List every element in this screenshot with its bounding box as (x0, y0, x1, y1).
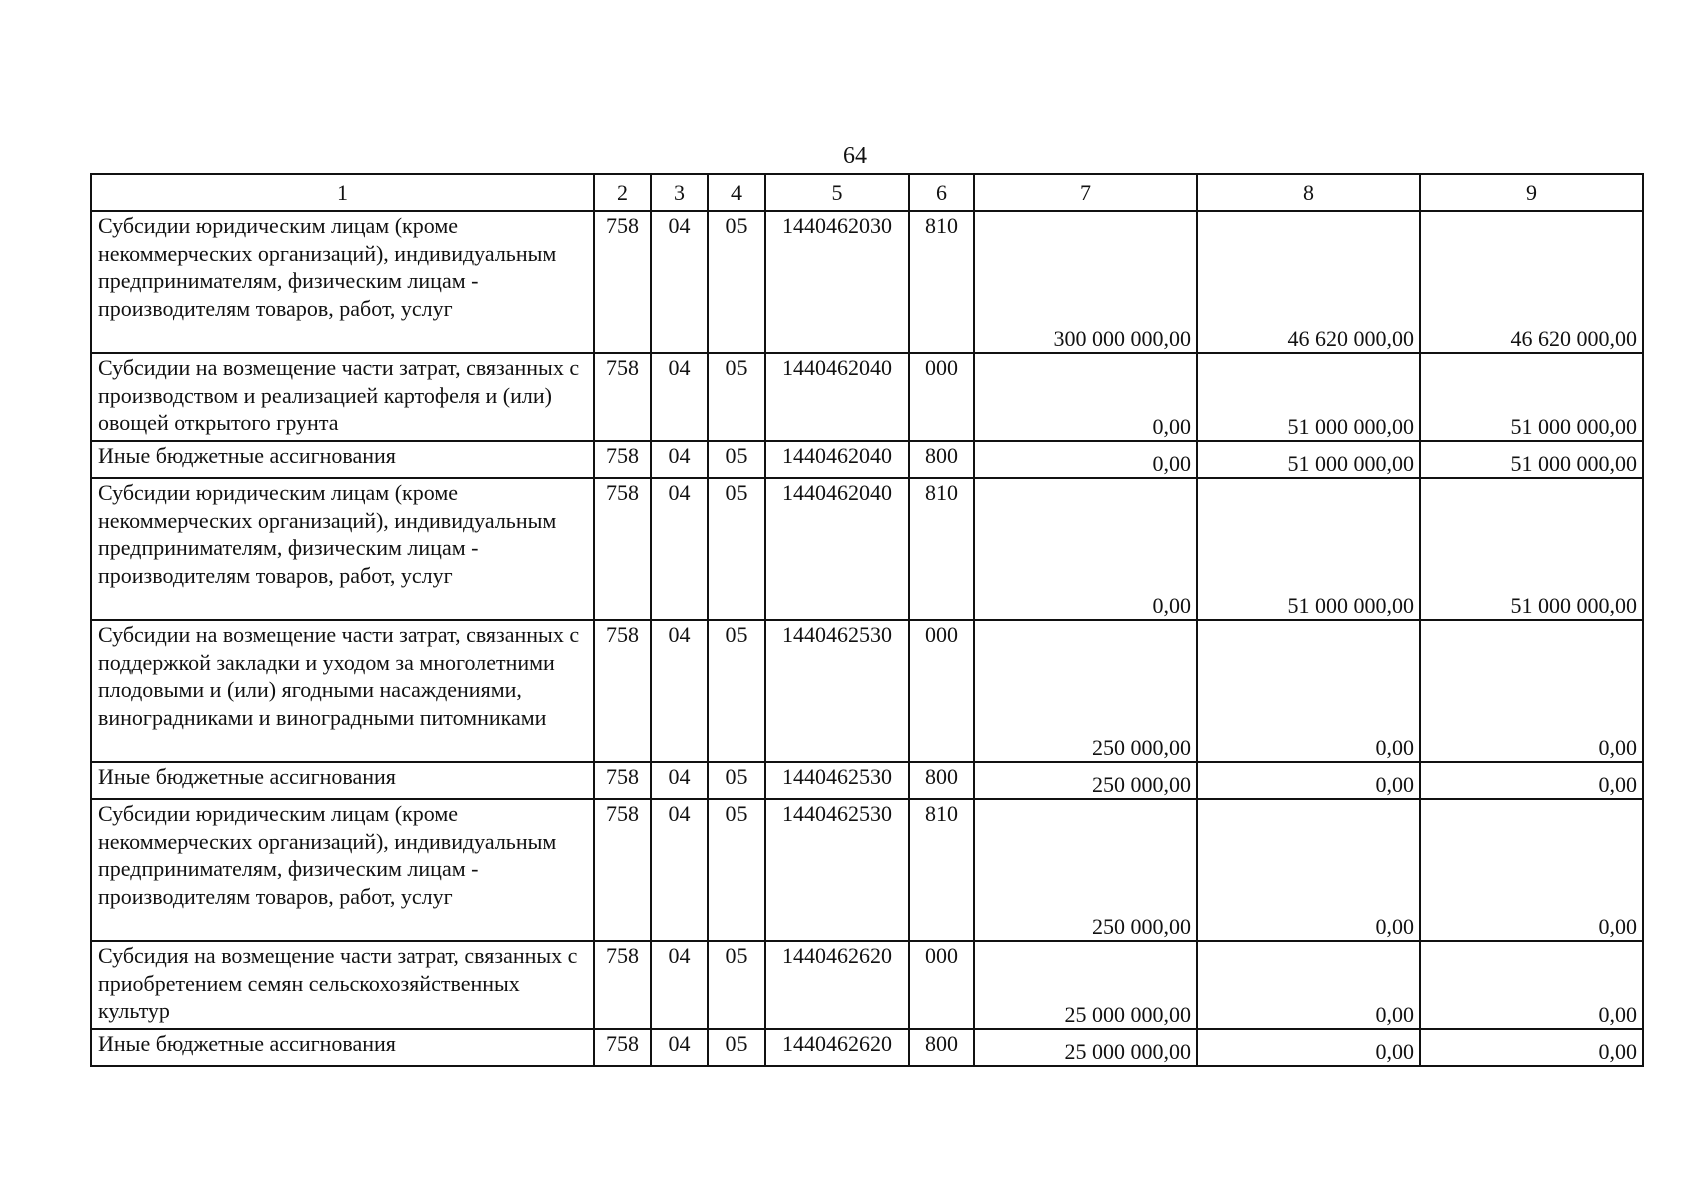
table-row (91, 211, 1643, 353)
row-amount-col8: 0,00 (1197, 762, 1420, 799)
row-target-article: 1440462040 (765, 441, 909, 478)
table-row (91, 799, 1643, 941)
row-rz: 04 (651, 211, 708, 353)
row-amount-col8: 51 000 000,00 (1197, 353, 1420, 441)
row-target-article: 1440462530 (765, 620, 909, 762)
row-amount-col9: 46 620 000,00 (1420, 211, 1643, 353)
row-name: Иные бюджетные ассигнования (91, 762, 594, 799)
table-row (91, 762, 1643, 799)
row-amount-col9: 0,00 (1420, 762, 1643, 799)
row-amount-col9: 51 000 000,00 (1420, 441, 1643, 478)
column-header: 7 (974, 174, 1197, 211)
row-name: Субсидии юридическим лицам (кроме некоммерческих организаций), индивидуальным предпринимателям, физическим лицам - производителям товаров, работ, услуг (91, 478, 594, 620)
row-amount-col8: 51 000 000,00 (1197, 441, 1420, 478)
row-rz: 04 (651, 620, 708, 762)
row-gr: 758 (594, 478, 651, 620)
row-gr: 758 (594, 211, 651, 353)
column-header: 6 (909, 174, 974, 211)
row-name: Иные бюджетные ассигнования (91, 1029, 594, 1066)
row-name: Субсидии на возмещение части затрат, связанных с производством и реализацией картофеля и (или) овощей открытого грунта (91, 353, 594, 441)
table-header-row (91, 174, 1643, 211)
row-rz: 04 (651, 799, 708, 941)
column-header: 9 (1420, 174, 1643, 211)
row-target-article: 1440462040 (765, 353, 909, 441)
row-name: Субсидии юридическим лицам (кроме некоммерческих организаций), индивидуальным предпринимателям, физическим лицам - производителям товаров, работ, услуг (91, 799, 594, 941)
row-target-article: 1440462030 (765, 211, 909, 353)
row-expense-type: 810 (909, 211, 974, 353)
row-pr: 05 (708, 441, 765, 478)
row-gr: 758 (594, 620, 651, 762)
budget-table (90, 173, 1644, 1067)
row-expense-type: 810 (909, 799, 974, 941)
row-name: Субсидии на возмещение части затрат, связанных с поддержкой закладки и уходом за многолетними плодовыми и (или) ягодными насаждениями, виноградниками и виноградными питомниками (91, 620, 594, 762)
row-expense-type: 800 (909, 1029, 974, 1066)
row-amount-col9: 51 000 000,00 (1420, 353, 1643, 441)
column-header: 2 (594, 174, 651, 211)
row-amount-col7: 250 000,00 (974, 620, 1197, 762)
row-amount-col8: 51 000 000,00 (1197, 478, 1420, 620)
row-amount-col8: 0,00 (1197, 620, 1420, 762)
row-amount-col7: 25 000 000,00 (974, 1029, 1197, 1066)
row-amount-col8: 0,00 (1197, 941, 1420, 1029)
row-expense-type: 000 (909, 353, 974, 441)
row-expense-type: 000 (909, 941, 974, 1029)
row-amount-col7: 0,00 (974, 478, 1197, 620)
row-target-article: 1440462530 (765, 762, 909, 799)
column-header: 1 (91, 174, 594, 211)
table-row (91, 620, 1643, 762)
table-row (91, 441, 1643, 478)
row-gr: 758 (594, 1029, 651, 1066)
page-number: 64 (843, 143, 867, 169)
table-body (91, 211, 1643, 1066)
row-gr: 758 (594, 762, 651, 799)
row-amount-col8: 0,00 (1197, 1029, 1420, 1066)
row-pr: 05 (708, 762, 765, 799)
row-rz: 04 (651, 478, 708, 620)
row-amount-col8: 0,00 (1197, 799, 1420, 941)
row-rz: 04 (651, 353, 708, 441)
row-name: Субсидии юридическим лицам (кроме некоммерческих организаций), индивидуальным предпринимателям, физическим лицам - производителям товаров, работ, услуг (91, 211, 594, 353)
table-row (91, 1029, 1643, 1066)
row-pr: 05 (708, 620, 765, 762)
row-target-article: 1440462040 (765, 478, 909, 620)
row-rz: 04 (651, 941, 708, 1029)
table-row (91, 353, 1643, 441)
row-pr: 05 (708, 941, 765, 1029)
column-header: 8 (1197, 174, 1420, 211)
column-header: 4 (708, 174, 765, 211)
row-pr: 05 (708, 478, 765, 620)
row-amount-col9: 0,00 (1420, 799, 1643, 941)
row-rz: 04 (651, 762, 708, 799)
row-expense-type: 000 (909, 620, 974, 762)
row-amount-col7: 25 000 000,00 (974, 941, 1197, 1029)
column-header: 5 (765, 174, 909, 211)
row-rz: 04 (651, 441, 708, 478)
row-amount-col9: 0,00 (1420, 1029, 1643, 1066)
row-amount-col7: 250 000,00 (974, 762, 1197, 799)
row-name: Субсидия на возмещение части затрат, связанных с приобретением семян сельскохозяйственных культур (91, 941, 594, 1029)
row-amount-col9: 0,00 (1420, 941, 1643, 1029)
row-pr: 05 (708, 1029, 765, 1066)
row-expense-type: 800 (909, 441, 974, 478)
row-gr: 758 (594, 941, 651, 1029)
row-amount-col7: 250 000,00 (974, 799, 1197, 941)
row-name: Иные бюджетные ассигнования (91, 441, 594, 478)
column-header: 3 (651, 174, 708, 211)
row-rz: 04 (651, 1029, 708, 1066)
row-pr: 05 (708, 211, 765, 353)
row-gr: 758 (594, 799, 651, 941)
row-target-article: 1440462620 (765, 941, 909, 1029)
row-amount-col9: 51 000 000,00 (1420, 478, 1643, 620)
row-gr: 758 (594, 441, 651, 478)
row-gr: 758 (594, 353, 651, 441)
row-pr: 05 (708, 799, 765, 941)
table-row (91, 941, 1643, 1029)
row-expense-type: 810 (909, 478, 974, 620)
row-pr: 05 (708, 353, 765, 441)
row-target-article: 1440462530 (765, 799, 909, 941)
row-amount-col8: 46 620 000,00 (1197, 211, 1420, 353)
row-amount-col9: 0,00 (1420, 620, 1643, 762)
row-expense-type: 800 (909, 762, 974, 799)
table-row (91, 478, 1643, 620)
row-target-article: 1440462620 (765, 1029, 909, 1066)
row-amount-col7: 300 000 000,00 (974, 211, 1197, 353)
row-amount-col7: 0,00 (974, 441, 1197, 478)
row-amount-col7: 0,00 (974, 353, 1197, 441)
